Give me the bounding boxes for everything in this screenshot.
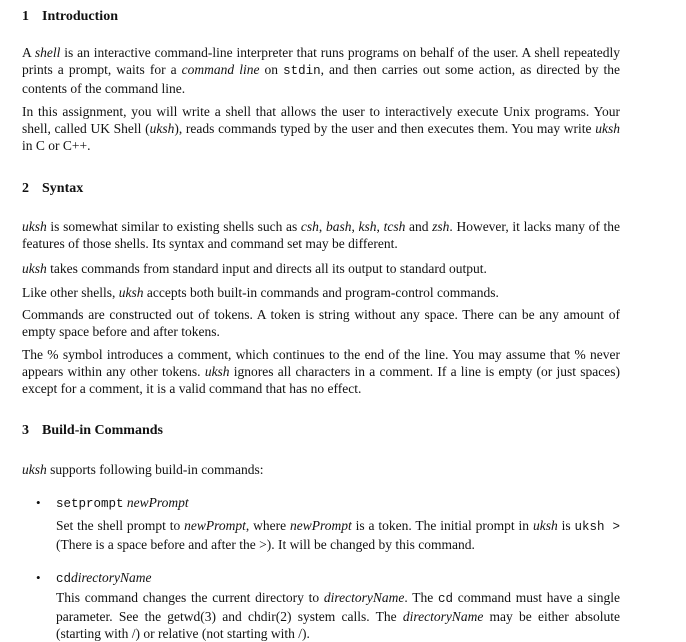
list-item-cd [22,569,620,642]
bullet-icon: • [36,570,41,585]
command-signature: setprompt newPrompt [56,495,189,511]
intro-paragraph-1: A shell is an interactive command-line interpreter that runs programs on behalf of the user. A shell repeatedly prints a prompt, waits for a command line on stdin, and then carries out some action, as directed by the contents of the command line. [22,45,620,96]
section-title: Syntax [42,181,84,196]
section-title: Introduction [42,9,118,24]
section-title: Build-in Commands [42,423,163,438]
command-description: This command changes the current directory to directoryName. The cd command must have a single parameter. See the getwd(3) and chdir(2) system calls. The directoryName may be either absolute (starting with /) or relative (not starting with /). [56,590,620,641]
syntax-paragraph-4: Commands are constructed out of tokens. A token is string without any space. There can be any amount of empty space before and after tokens. [22,307,620,339]
list-item-setprompt [22,494,620,553]
command-description: Set the shell prompt to newPrompt, where newPrompt is a token. The initial prompt in uksh is uksh > (There is a space before and after the >). It will be changed by this command. [56,518,620,552]
section-heading-build-in-commands [22,422,163,440]
section-heading-introduction [22,8,118,26]
command-signature: cddirectoryName [56,570,152,586]
intro-paragraph-2: In this assignment, you will write a shell that allows the user to interactively execute Unix programs. Your shell, called UK Shell (uksh), reads commands typed by the user and then executes them. You may write uksh in C or C++. [22,104,620,153]
section-heading-syntax [22,180,83,198]
syntax-paragraph-2: uksh takes commands from standard input and directs all its output to standard output. [22,261,487,276]
section-number: 3 [22,423,29,438]
builtin-intro: uksh supports following build-in commands: [22,462,264,477]
syntax-paragraph-5: The % symbol introduces a comment, which continues to the end of the line. You may assume that % never appears within any other tokens. uksh ignores all characters in a comment. If a line is empty (or just spaces) except for a comment, it is a valid command that has no effect. [22,347,620,396]
syntax-paragraph-3: Like other shells, uksh accepts both built-in commands and program-control commands. [22,285,499,300]
section-number: 1 [22,9,29,24]
syntax-paragraph-1: uksh is somewhat similar to existing shells such as csh, bash, ksh, tcsh and zsh. However, it lacks many of the features of those shells. Its syntax and command set may be different. [22,219,621,251]
builtin-command-list [22,494,620,642]
section-number: 2 [22,181,29,196]
bullet-icon: • [36,495,41,510]
